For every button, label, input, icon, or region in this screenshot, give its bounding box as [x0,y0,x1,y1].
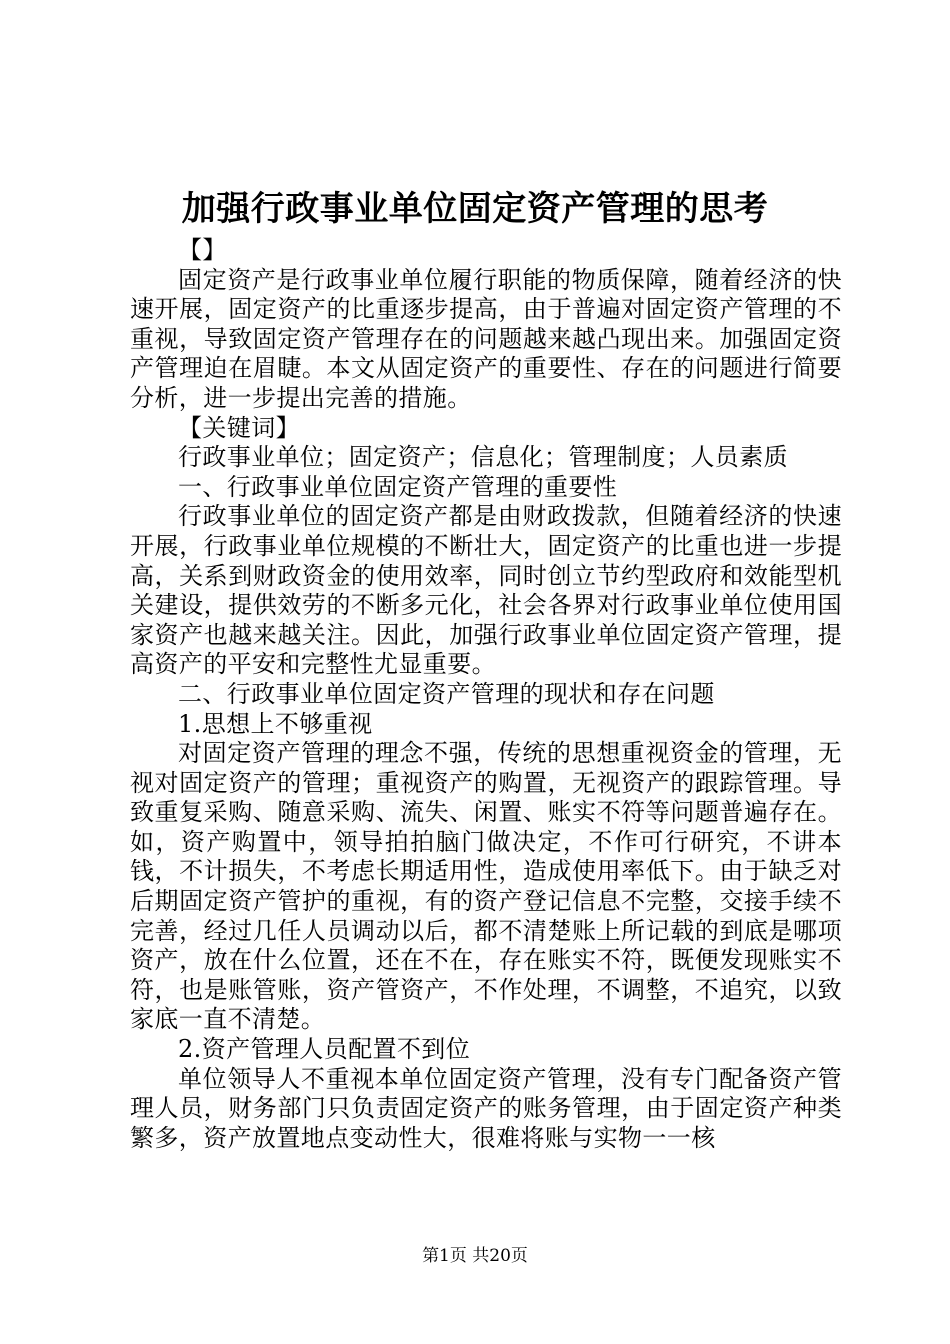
keywords-heading: 【关键词】 [178,413,300,442]
subsection-2-2-paragraph: 单位领导人不重视本单位固定资产管理，没有专门配备资产管理人员，财务部门只负责固定资产的账务管理，由于固定资产种类繁多，资产放置地点变动性大，很难将账与实物一一核 [130,1064,842,1152]
document-title: 加强行政事业单位固定资产管理的思考 [181,189,769,229]
subheading-2-2: 2.资产管理人员配置不到位 [178,1035,471,1064]
abstract-paragraph: 固定资产是行政事业单位履行职能的物质保障，随着经济的快速开展，固定资产的比重逐步提高，由于普遍对固定资产管理的不重视，导致固定资产管理存在的问题越来越凸现出来。加强固定资产管理迫在眉睫。本文从固定资产的重要性、存在的问题进行简要分析，进一步提出完善的措施。 [130,265,842,412]
subsection-2-1-paragraph: 对固定资产管理的理念不强，传统的思想重视资金的管理，无视对固定资产的管理；重视资产的购置，无视资产的跟踪管理。导致重复采购、随意采购、流失、闲置、账实不符等问题普遍存在。如，资产购置中，领导拍拍脑门做决定，不作可行研究，不讲本钱，不计损失，不考虑长期适用性，造成使用率低下。由于缺乏对后期固定资产管护的重视，有的资产登记信息不完整，交接手续不完善，经过几任人员调动以后，都不清楚账上所记载的到底是哪项资产，放在什么位置，还在不在，存在账实不符，既便发现账实不符，也是账管账，资产管资产，不作处理，不调整，不追究，以致家底一直不清楚。 [130,739,842,1034]
document-body [130,236,842,1153]
bracket-placeholder: 【】 [178,236,227,264]
section-1-paragraph: 行政事业单位的固定资产都是由财政拨款，但随着经济的快速开展，行政事业单位规模的不断壮大，固定资产的比重也进一步提高，关系到财政资金的使用效率，同时创立节约型政府和效能型机关建设，提供效劳的不断多元化，社会各界对行政事业单位使用国家资产也越来越关注。因此，加强行政事业单位固定资产管理，提高资产的平安和完整性尤显重要。 [130,502,842,679]
subheading-2-1: 1.思想上不够重视 [178,709,373,738]
page-footer: 第1页 共20页 [422,1246,528,1266]
keywords-list: 行政事业单位；固定资产；信息化；管理制度；人员素质 [178,443,788,472]
section-heading-2: 二、行政事业单位固定资产管理的现状和存在问题 [178,679,715,708]
section-heading-1: 一、行政事业单位固定资产管理的重要性 [178,472,618,501]
